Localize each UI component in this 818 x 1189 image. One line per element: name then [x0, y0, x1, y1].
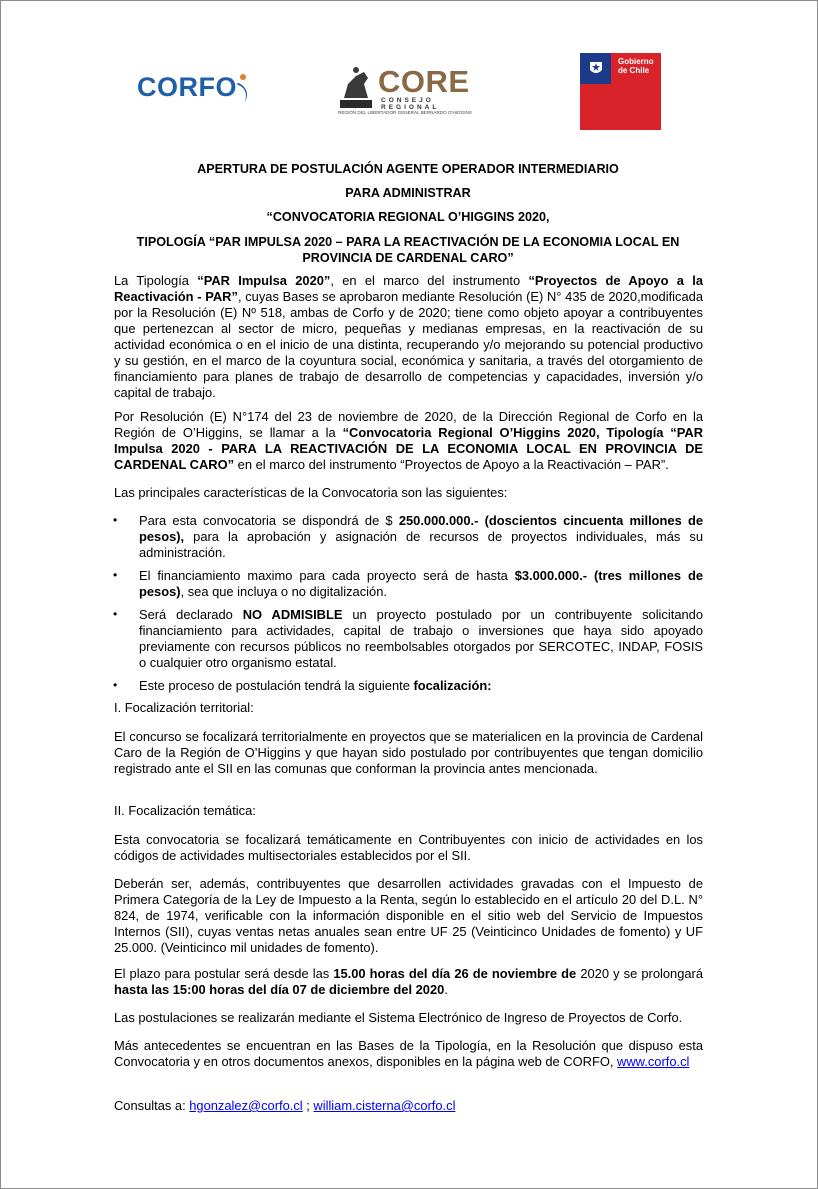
heading-thematic: II. Focalización temática: — [114, 803, 256, 818]
corfo-logo — [137, 70, 252, 110]
paragraph-thematic: Esta convocatoria se focalizará temáticamente en Contribuyentes con inicio de actividades en los códigos de actividades multisectoriales establecidos por el SII. — [114, 832, 703, 863]
title-line-3: “CONVOCATORIA REGIONAL O’HIGGINS 2020, — [266, 210, 550, 224]
chile-coat-of-arms-icon — [584, 56, 608, 80]
core-logo — [334, 62, 490, 118]
corfo-website-link[interactable]: www.corfo.cl — [617, 1054, 690, 1069]
paragraph-requirements: Deberán ser, además, contribuyentes que desarrollen actividades gravadas con el Impuesto de Primera Categoría de la Ley de Impuesto a la Renta, según lo establecido en el artículo 20 del D.L. N° 824, de 1974, verificable con la información disponible en el sitio web del Servicio de Impuestos Internos (SII), cuyas ventas netas anuales sean entre UF 25 (Veinticinco Unidades de fomento) y UF 25.000. (Veinticinco mil unidades de fomento). — [114, 876, 703, 955]
paragraph-more-info: Más antecedentes se encuentran en las Bases de la Tipología, en la Resolución que dispuso esta Convocatoria y en otros documentos anexos, disponibles en la página web de CORFO, www.corfo.cl — [114, 1038, 703, 1069]
bullet-symbol: • — [113, 513, 118, 527]
bullet-item-max-financing: El financiamiento maximo para cada proyecto será de hasta $3.000.000.- (tres millones de pesos), sea que incluya o no digitalización. — [139, 568, 703, 599]
horse-statue-icon — [334, 62, 378, 110]
bullet-symbol: • — [113, 607, 118, 621]
core-logo-subtitle: CONSEJO REGIONAL — [381, 97, 440, 111]
gob-logo-line1: Gobierno — [618, 57, 654, 66]
paragraph-intro: La Tipología “PAR Impulsa 2020”, en el marco del instrumento “Proyectos de Apoyo a la Reactivación - PAR”, cuyas Bases se aprobaron mediante Resolución (E) N° 435 de 2020,modificada por la Resolución (E) Nº 518, ambas de Corfo y de 2020; tiene como objeto apoyar a contribuyentes que pertenezcan al sector de micro, pequeñas y medianas empresas, en la reactivación de su actividad económica o en el inicio de una distinta, recuperando y/o mejorando su potencial productivo y su gestión, en el marco de la coyuntura social, económica y sanitaria, a través del otorgamiento de financiamiento para planes de trabajo de desarrollo de competencias y capacidades, inversión y/o capital de trabajo. — [114, 273, 703, 400]
corfo-logo-text: CORFO — [137, 72, 237, 102]
bullet-symbol: • — [113, 568, 118, 582]
email-link-hgonzalez[interactable]: hgonzalez@corfo.cl — [189, 1098, 303, 1113]
paragraph-contacts: Consultas a: hgonzalez@corfo.cl ; william.cisterna@corfo.cl — [114, 1098, 456, 1113]
gob-red-block — [580, 84, 661, 130]
bullet-item-budget: Para esta convocatoria se dispondrá de $ 250.000.000.- (doscientos cincuenta millones de pesos), para la aprobación y asignación de recursos de proyectos individuales, más su administración. — [139, 513, 704, 560]
paragraph-territorial: El concurso se focalizará territorialmente en proyectos que se materialicen en la provincia de Cardenal Caro de la Región de O’Higgins y que hayan sido postulado por contribuyentes que tengan domicilio registrado ante el SII en las comunas que conforman la provincia antes mencionada. — [114, 729, 703, 776]
email-link-wcisterna[interactable]: william.cisterna@corfo.cl — [313, 1098, 456, 1113]
bullet-symbol: • — [113, 678, 118, 692]
gob-logo-line2: de Chile — [618, 66, 650, 75]
bullet-item-focalization: Este proceso de postulación tendrá la siguiente focalización: — [139, 678, 492, 693]
bullet-item-not-admissible: Será declarado NO ADMISIBLE un proyecto postulado por un contribuyente solicitando financiamiento para actividades, capital de trabajo o inversiones que haya sido apoyado previamente con recursos públicos no reembolsables otorgados por SERCOTEC, INDAP, FOSIS o cualquier otro organismo estatal. — [139, 607, 703, 670]
core-logo-region: REGIÓN DEL LIBERTADOR GENERAL BERNARDO O'HIGGINS — [338, 110, 472, 115]
paragraph-deadline: El plazo para postular será desde las 15.00 horas del día 26 de noviembre de 2020 y se prolongará hasta las 15:00 horas del día 07 de diciembre del 2020. — [114, 966, 703, 997]
gob-logo-text — [618, 57, 654, 75]
paragraph-resolution: Por Resolución (E) N°174 del 23 de noviembre de 2020, de la Dirección Regional de Corfo en la Región de O’Higgins, se llamar a la “Convocatoria Regional O’Higgins 2020, Tipología “PAR Impulsa 2020 - PARA LA REACTIVACIÓN DE LA ECONOMIA LOCAL EN PROVINCIA DE CARDENAL CARO” en el marco del instrumento “Proyectos de Apoyo a la Reactivación – PAR”. — [114, 409, 704, 472]
heading-territorial: I. Focalización territorial: — [114, 700, 254, 715]
corfo-swoosh-icon — [233, 72, 253, 106]
paragraph-submission: Las postulaciones se realizarán mediante el Sistema Electrónico de Ingreso de Proyectos de Corfo. — [114, 1010, 683, 1025]
title-line-1: APERTURA DE POSTULACIÓN AGENTE OPERADOR INTERMEDIARIO — [197, 162, 619, 176]
title-line-2: PARA ADMINISTRAR — [345, 186, 471, 200]
title-line-4: TIPOLOGÍA “PAR IMPULSA 2020 – PARA LA REACTIVACIÓN DE LA ECONOMIA LOCAL EN PROVINCIA DE CARDENAL CARO” — [136, 235, 680, 265]
core-logo-text: CORE — [378, 64, 470, 99]
paragraph-characteristics: Las principales características de la Convocatoria son las siguientes: — [114, 485, 508, 500]
gobierno-de-chile-logo — [580, 53, 661, 130]
